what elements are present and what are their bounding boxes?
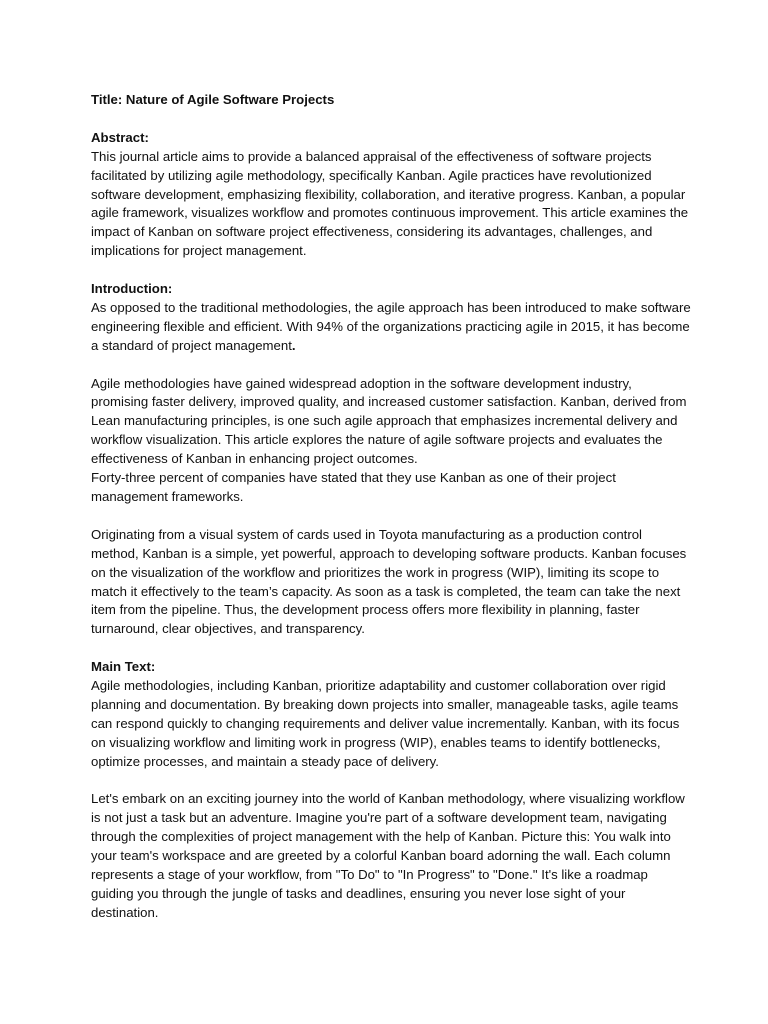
introduction-paragraph-3: Forty-three percent of companies have stated that they use Kanban as one of their project management frameworks. (91, 470, 616, 504)
introduction-paragraph-2: Agile methodologies have gained widespread adoption in the software development industry, promising faster delivery, improved quality, and increased customer satisfaction. Kanban, derived from Lean manufacturing principles, is one such agile approach that emphasizes incremental delivery and workflow visualization. This article explores the nature of agile software projects and evaluates the effectiveness of Kanban in enhancing project outcomes. (91, 375, 687, 467)
document-title: Title: Nature of Agile Software Projects (91, 92, 335, 107)
document-page (91, 91, 691, 923)
introduction-paragraph-1 (91, 299, 691, 356)
main-text-paragraph-1: Agile methodologies, including Kanban, prioritize adaptability and customer collaboration over rigid planning and documentation. By breaking down projects into smaller, manageable tasks, agile teams can respond quickly to changing requirements and deliver value incrementally. Kanban, with its focus on visualizing workflow and limiting work in progress (WIP), enables teams to identify bottlenecks, optimize processes, and maintain a steady pace of delivery. (91, 678, 680, 769)
introduction-paragraph-1-end: . (291, 337, 296, 353)
introduction-paragraph-4: Originating from a visual system of cards used in Toyota manufacturing as a production control method, Kanban is a simple, yet powerful, approach to developing software products. Kanban focuses on the visualization of the workflow and prioritizes the work in progress (WIP), limiting its scope to match it effectively to the team’s capacity. As soon as a task is completed, the team can take the next item from the pipeline. Thus, the development process offers more flexibility in planning, faster turnaround, clear objectives, and transparency. (91, 526, 687, 637)
abstract-heading: Abstract: (91, 129, 149, 145)
main-text-heading: Main Text: (91, 659, 156, 675)
introduction-heading: Introduction: (91, 281, 173, 297)
main-text-paragraph-2: Let's embark on an exciting journey into the world of Kanban methodology, where visualizing workflow is not just a task but an adventure. Imagine you're part of a software development team, navigating through the complexities of project management with the help of Kanban. Picture this: You walk into your team's workspace and are greeted by a colorful Kanban board adorning the wall. Each column represents a stage of your workflow, from "To Do" to "In Progress" to "Done." It's like a roadmap guiding you through the jungle of tasks and deadlines, ensuring you never lose sight of your destination. (91, 791, 685, 920)
introduction-paragraph-1-text: As opposed to the traditional methodologies, the agile approach has been introduced to make software engineering flexible and efficient. With 94% of the organizations practicing agile in 2015, it has become a standard of project management (91, 299, 691, 353)
abstract-text: This journal article aims to provide a balanced appraisal of the effectiveness of software projects facilitated by utilizing agile methodology, specifically Kanban. Agile practices have revolutionized software development, emphasizing flexibility, collaboration, and iterative progress. Kanban, a popular agile framework, visualizes workflow and promotes continuous improvement. This article examines the impact of Kanban on software project effectiveness, considering its advantages, challenges, and implications for project management. (91, 148, 689, 259)
